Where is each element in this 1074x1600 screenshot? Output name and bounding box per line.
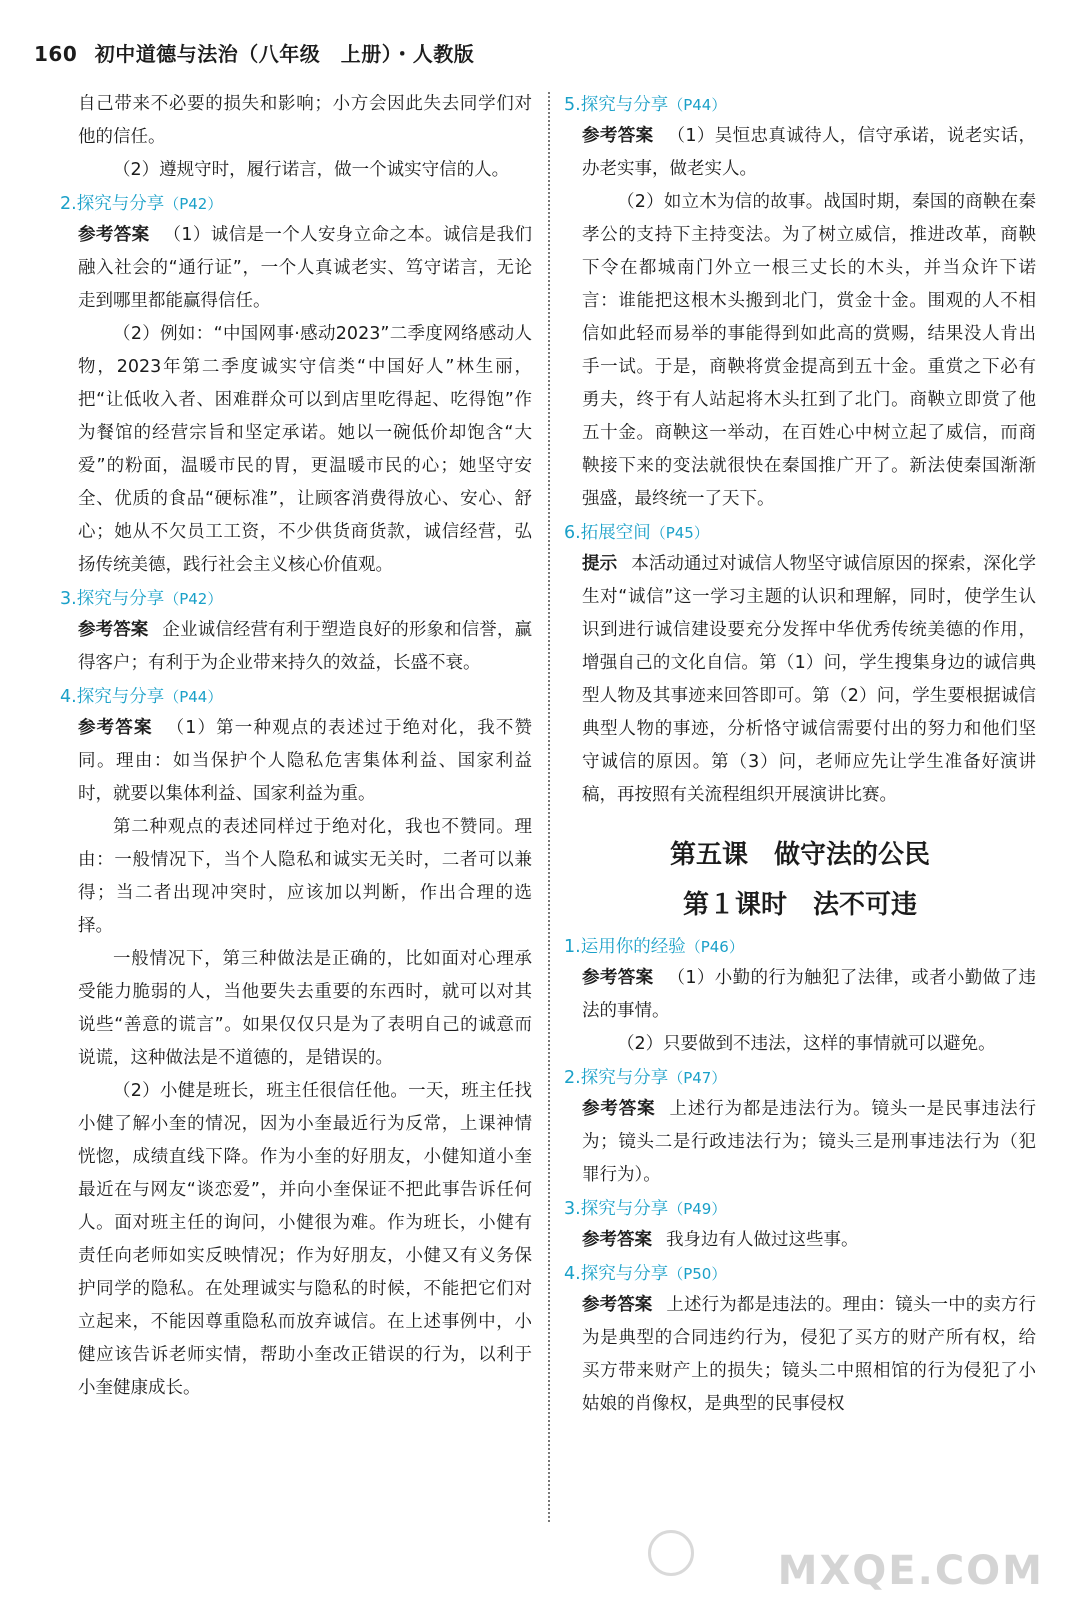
answer-paragraph [60, 88, 532, 154]
section-title-text: 3.探究与分享 [564, 1199, 669, 1219]
answer-label: 参考答案 [582, 1295, 653, 1315]
section-title-text: 2.探究与分享 [60, 194, 165, 214]
answer-paragraph [564, 1028, 1036, 1061]
answer-paragraph [60, 318, 532, 582]
answer-label: 参考答案 [78, 620, 149, 640]
answer-label: 参考答案 [582, 1099, 656, 1119]
answer-text: 第二种观点的表述同样过于绝对化，我也不赞同。理由：一般情况下，当个人隐私和诚实无关时，二者可以兼得；当二者出现冲突时，应该加以判断，作出合理的选择。 [78, 817, 532, 936]
lesson-title: 第１课时 法不可违 [682, 890, 917, 920]
section-title [60, 682, 532, 712]
section-title-text: 2.探究与分享 [564, 1068, 669, 1088]
answer-paragraph [60, 219, 532, 318]
section-title [564, 932, 1036, 962]
lesson-title: 第五课 做守法的公民 [669, 840, 930, 870]
answer-label: 提示 [582, 554, 618, 574]
section-page-ref: （P44） [164, 688, 223, 706]
answer-paragraph [564, 120, 1036, 186]
watermark-badge-icon [648, 1530, 694, 1576]
answer-text: 我身边有人做过这些事。 [666, 1230, 859, 1250]
answer-paragraph [564, 1224, 1036, 1257]
answer-paragraph [60, 943, 532, 1075]
page-header [34, 38, 474, 67]
answer-text: （1）诚信是一个人安身立命之本。诚信是我们融入社会的“通行证”，一个人真诚老实、笃守诺言，无论走到哪里都能赢得信任。 [78, 225, 532, 311]
answer-text: （1）吴恒忠真诚待人，信守承诺，说老实话，办老实事，做老实人。 [582, 126, 1036, 179]
answer-text: 自己带来不必要的损失和影响；小方会因此失去同学们对他的信任。 [78, 94, 532, 147]
column-divider [548, 92, 550, 1522]
section-title [564, 1194, 1036, 1224]
answer-paragraph [60, 154, 532, 187]
section-title-text: 4.探究与分享 [60, 687, 165, 707]
answer-label: 参考答案 [582, 968, 654, 988]
page-number: 160 [34, 42, 78, 66]
section-title [60, 584, 532, 614]
section-title [564, 1259, 1036, 1289]
section-title-text: 4.探究与分享 [564, 1264, 669, 1284]
right-column [564, 88, 1036, 1421]
section-title [564, 1063, 1036, 1093]
answer-text: 一般情况下，第三种做法是正确的，比如面对心理承受能力脆弱的人，当他要失去重要的东西时，就可以对其说些“善意的谎言”。如果仅仅只是为了表明自己的诚意而说谎，这种做法是不道德的，是错误的。 [78, 949, 532, 1068]
section-title [564, 90, 1036, 120]
answer-paragraph [564, 1093, 1036, 1192]
answer-label: 参考答案 [78, 225, 150, 245]
left-column [60, 88, 532, 1405]
section-title [564, 518, 1036, 548]
answer-text: （2）例如：“中国网事·感动2023”二季度网络感动人物，2023年第二季度诚实守信类“中国好人”林生丽，把“让低收入者、困难群众可以到店里吃得起、吃得饱”作为餐馆的经营宗旨和坚定承诺。她以一碗低价却饱含“大爱”的粉面，温暖市民的胃，更温暖市民的心；她坚守安全、优质的食品“硬标准”，让顾客消费得放心、安心、舒心；她从不欠员工工资，不少供货商货款，诚信经营，弘扬传统美德，践行社会主义核心价值观。 [78, 324, 532, 575]
answer-text: （1）小勤的行为触犯了法律，或者小勤做了违法的事情。 [582, 968, 1036, 1021]
answer-paragraph [564, 1289, 1036, 1421]
section-page-ref: （P49） [668, 1200, 727, 1218]
answer-paragraph [564, 962, 1036, 1028]
answer-paragraph [564, 186, 1036, 516]
answer-paragraph [60, 614, 532, 680]
section-title-text: 5.探究与分享 [564, 95, 669, 115]
section-page-ref: （P46） [685, 938, 744, 956]
answer-paragraph [564, 548, 1036, 812]
answer-label: 参考答案 [582, 1230, 652, 1250]
answer-text: （2）只要做到不违法，这样的事情就可以避免。 [617, 1034, 996, 1054]
watermark: MXQE.COM [777, 1548, 1044, 1594]
answer-paragraph [60, 712, 532, 811]
section-page-ref: （P47） [668, 1069, 727, 1087]
answer-label: 参考答案 [78, 718, 153, 738]
section-title [60, 189, 532, 219]
answer-text: （1）第一种观点的表述过于绝对化，我不赞同。理由：如当保护个人隐私危害集体利益、国家利益时，就要以集体利益、国家利益为重。 [78, 718, 533, 804]
answer-text: （2）如立木为信的故事。战国时期，秦国的商鞅在秦孝公的支持下主持变法。为了树立威信，推进改革，商鞅下令在都城南门外立一根三丈长的木头，并当众许下诺言：谁能把这根木头搬到北门，赏金十金。围观的人不相信如此轻而易举的事能得到如此高的赏赐，结果没人肯出手一试。于是，商鞅将赏金提高到五十金。重赏之下必有勇夫，终于有人站起将木头扛到了北门。商鞅立即赏了他五十金。商鞅这一举动，在百姓心中树立起了威信，而商鞅接下来的变法就很快在秦国推广开了。新法使秦国渐渐强盛，最终统一了天下。 [582, 192, 1036, 509]
section-page-ref: （P44） [668, 96, 727, 114]
answer-text: 企业诚信经营有利于塑造良好的形象和信誉，赢得客户；有利于为企业带来持久的效益，长盛不衰。 [78, 620, 533, 673]
book-title: 初中道德与法治（八年级 上册）・人教版 [94, 42, 475, 66]
answer-text: 上述行为都是违法的。理由：镜头一中的卖方行为是典型的合同违约行为，侵犯了买方的财产所有权，给买方带来财产上的损失；镜头二中照相馆的行为侵犯了小姑娘的肖像权，是典型的民事侵权 [582, 1295, 1037, 1414]
answer-text: （2）遵规守时，履行诺言，做一个诚实守信的人。 [113, 160, 510, 180]
section-page-ref: （P50） [668, 1265, 727, 1283]
section-title-text: 1.运用你的经验 [564, 937, 686, 957]
section-page-ref: （P42） [164, 195, 223, 213]
section-title-text: 3.探究与分享 [60, 589, 165, 609]
section-page-ref: （P45） [650, 524, 709, 542]
answer-text: 本活动通过对诚信人物坚守诚信原因的探索，深化学生对“诚信”这一学习主题的认识和理解，同时，使学生认识到进行诚信建设要充分发挥中华优秀传统美德的作用，增强自己的文化自信。第（1）问，学生搜集身边的诚信典型人物及其事迹来回答即可。第（2）问，学生要根据诚信典型人物的事迹，分析恪守诚信需要付出的努力和他们坚守诚信的原因。第（3）问，老师应先让学生准备好演讲稿，再按照有关流程组织开展演讲比赛。 [582, 554, 1037, 805]
answer-paragraph [60, 1075, 532, 1405]
answer-label: 参考答案 [582, 126, 654, 146]
answer-text: （2）小健是班长，班主任很信任他。一天，班主任找小健了解小奎的情况，因为小奎最近行为反常，上课神情恍惚，成绩直线下降。作为小奎的好朋友，小健知道小奎最近在与网友“谈恋爱”，并向小奎保证不把此事告诉任何人。面对班主任的询问，小健很为难。作为班长，小健有责任向老师如实反映情况；作为好朋友，小健又有义务保护同学的隐私。在处理诚实与隐私的时候，不能把它们对立起来，不能因尊重隐私而放弃诚信。在上述事例中，小健应该告诉老师实情，帮助小奎改正错误的行为，以利于小奎健康成长。 [78, 1081, 532, 1398]
section-page-ref: （P42） [164, 590, 223, 608]
section-title-text: 6.拓展空间 [564, 523, 651, 543]
answer-text: 上述行为都是违法行为。镜头一是民事违法行为；镜头二是行政违法行为；镜头三是刑事违法行为（犯罪行为）。 [582, 1099, 1037, 1185]
answer-paragraph [60, 811, 532, 943]
